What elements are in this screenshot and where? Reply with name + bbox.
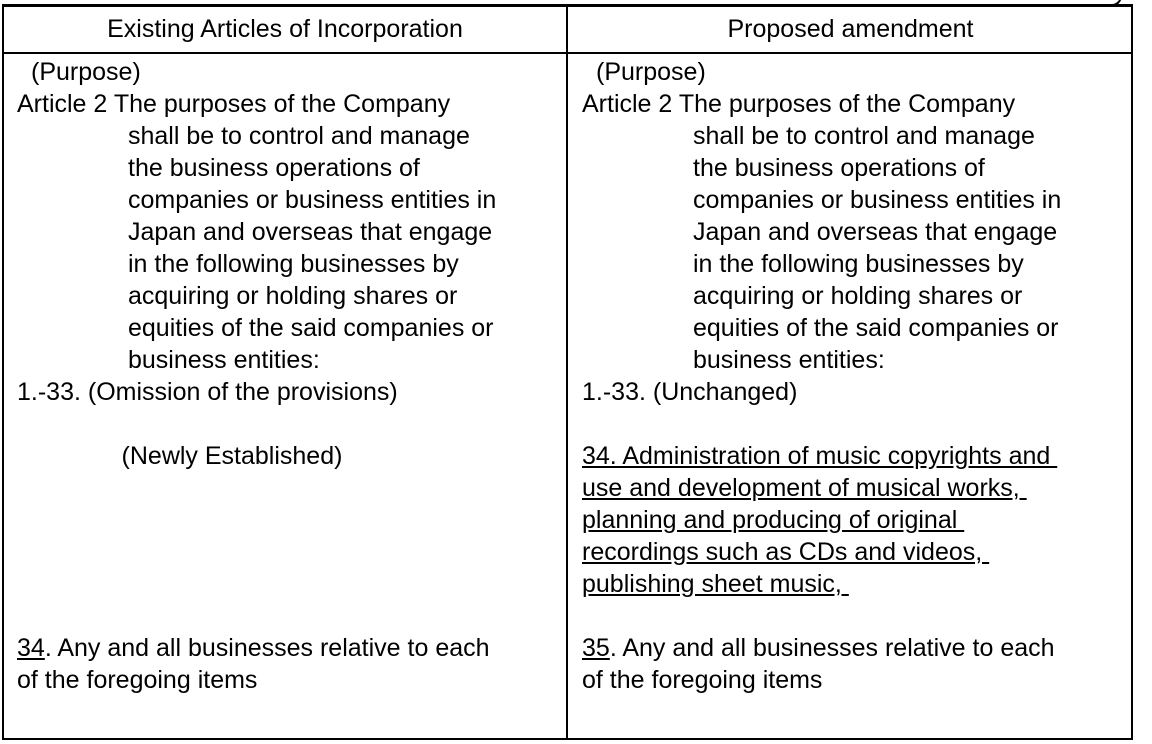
article-text-line: acquiring or holding shares or — [693, 282, 1023, 310]
header-divider — [2, 52, 1133, 54]
final-item-line — [582, 632, 1127, 664]
article-text-line: Japan and overseas that engage — [693, 218, 1058, 246]
final-item-line — [17, 632, 562, 664]
article-text-line: companies or business entities in — [693, 186, 1062, 214]
new-item-text: publishing sheet music, — [582, 570, 849, 598]
final-item-number: 34 — [17, 634, 45, 662]
article-text-line: The purposes of the Company — [678, 90, 1016, 118]
new-item-line — [582, 504, 1127, 536]
header-proposed-amendment: Proposed amendment — [727, 15, 974, 43]
proposed-amendment-column — [582, 56, 1127, 696]
article-label: Article 2 — [582, 90, 673, 118]
new-item-line — [582, 472, 1127, 504]
new-item-text: 34. Administration of music copyrights and — [582, 442, 1058, 470]
article-2-first-line — [582, 88, 1127, 120]
article-label: Article 2 — [17, 90, 108, 118]
new-item-line — [582, 440, 1127, 472]
article-text-line: in the following businesses by — [693, 250, 1024, 278]
article-text-line: the business operations of — [128, 154, 420, 182]
new-item-line — [582, 568, 1127, 600]
article-text-line: shall be to control and manage — [693, 122, 1035, 150]
article-text-line: in the following businesses by — [128, 250, 459, 278]
purpose-heading: (Purpose) — [596, 58, 706, 86]
column-divider — [566, 5, 568, 740]
article-text-line: the business operations of — [693, 154, 985, 182]
article-text-line: equities of the said companies or — [693, 314, 1059, 342]
items-range: 1.-33. (Unchanged) — [582, 378, 798, 406]
article-text-line: Japan and overseas that engage — [128, 218, 493, 246]
newly-established-note: (Newly Established) — [121, 442, 343, 470]
new-item-text: use and development of musical works, — [582, 474, 1027, 502]
purpose-heading: (Purpose) — [31, 58, 141, 86]
new-item-text: recordings such as CDs and videos, — [582, 538, 990, 566]
final-item-number: 35 — [582, 634, 610, 662]
final-item-line-2: of the foregoing items — [17, 666, 258, 694]
article-text-line: business entities: — [128, 346, 320, 374]
final-item-text: . Any and all businesses relative to each — [44, 634, 490, 662]
article-text-line: business entities: — [693, 346, 885, 374]
new-item-text: planning and producing of original — [582, 506, 965, 534]
article-text-line: shall be to control and manage — [128, 122, 470, 150]
article-text-line: The purposes of the Company — [113, 90, 451, 118]
final-item-line-2: of the foregoing items — [582, 666, 823, 694]
header-existing-articles: Existing Articles of Incorporation — [107, 15, 463, 43]
existing-articles-column — [17, 56, 562, 696]
items-range: 1.-33. (Omission of the provisions) — [17, 378, 398, 406]
article-text-line: companies or business entities in — [128, 186, 497, 214]
article-text-line: equities of the said companies or — [128, 314, 494, 342]
new-item-line — [582, 536, 1127, 568]
final-item-text: . Any and all businesses relative to each — [609, 634, 1055, 662]
article-text-line: acquiring or holding shares or — [128, 282, 458, 310]
article-2-first-line — [17, 88, 562, 120]
